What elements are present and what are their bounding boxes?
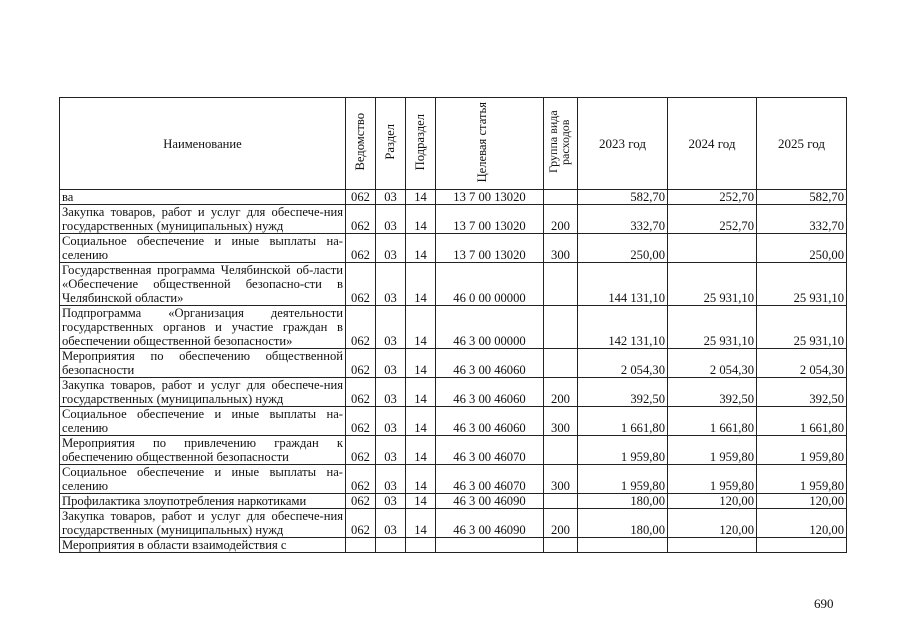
row-tselevaya: 46 3 00 46090 xyxy=(436,494,544,509)
row-gruppa xyxy=(544,494,578,509)
row-vedomstvo: 062 xyxy=(346,494,376,509)
table-header-row xyxy=(60,98,847,190)
row-podrazdel: 14 xyxy=(406,306,436,349)
row-gruppa xyxy=(544,263,578,306)
row-tselevaya: 13 7 00 13020 xyxy=(436,205,544,234)
header-podrazdel: Подраздел xyxy=(406,98,436,190)
row-2023: 250,00 xyxy=(578,234,668,263)
row-name: ва xyxy=(60,190,346,205)
header-2025: 2025 год xyxy=(757,98,847,190)
row-tselevaya: 46 3 00 46090 xyxy=(436,509,544,538)
row-gruppa: 300 xyxy=(544,465,578,494)
row-vedomstvo: 062 xyxy=(346,465,376,494)
row-2023: 2 054,30 xyxy=(578,349,668,378)
row-2023: 392,50 xyxy=(578,378,668,407)
row-tselevaya: 46 3 00 46060 xyxy=(436,378,544,407)
row-razdel: 03 xyxy=(376,263,406,306)
row-razdel: 03 xyxy=(376,378,406,407)
row-razdel: 03 xyxy=(376,349,406,378)
row-podrazdel: 14 xyxy=(406,465,436,494)
row-vedomstvo xyxy=(346,538,376,553)
row-name: Подпрограмма «Организация деятельности государственных органов и участие граждан в обеспечении общественной безопасности» xyxy=(60,306,346,349)
row-name: Социальное обеспечение и иные выплаты на-селению xyxy=(60,465,346,494)
header-gruppa: Группа вида расходов xyxy=(544,98,578,190)
row-vedomstvo: 062 xyxy=(346,205,376,234)
header-2024: 2024 год xyxy=(668,98,757,190)
row-razdel: 03 xyxy=(376,436,406,465)
row-2023: 1 959,80 xyxy=(578,465,668,494)
row-gruppa xyxy=(544,306,578,349)
table-row xyxy=(60,407,847,436)
row-2023: 180,00 xyxy=(578,509,668,538)
row-2025: 582,70 xyxy=(757,190,847,205)
row-razdel: 03 xyxy=(376,407,406,436)
row-tselevaya: 13 7 00 13020 xyxy=(436,190,544,205)
table-row xyxy=(60,509,847,538)
header-tselevaya: Целевая статья xyxy=(436,98,544,190)
row-vedomstvo: 062 xyxy=(346,263,376,306)
row-razdel: 03 xyxy=(376,190,406,205)
row-2023 xyxy=(578,538,668,553)
table-row xyxy=(60,306,847,349)
row-gruppa: 200 xyxy=(544,378,578,407)
row-podrazdel: 14 xyxy=(406,378,436,407)
row-gruppa: 200 xyxy=(544,509,578,538)
table-row xyxy=(60,378,847,407)
row-2023: 582,70 xyxy=(578,190,668,205)
row-2023: 332,70 xyxy=(578,205,668,234)
row-vedomstvo: 062 xyxy=(346,306,376,349)
page-number: 690 xyxy=(814,596,834,611)
row-podrazdel: 14 xyxy=(406,436,436,465)
table-row xyxy=(60,190,847,205)
row-podrazdel: 14 xyxy=(406,407,436,436)
table-row xyxy=(60,538,847,553)
row-podrazdel: 14 xyxy=(406,509,436,538)
row-name: Мероприятия в области взаимодействия с xyxy=(60,538,346,553)
row-tselevaya: 46 3 00 46070 xyxy=(436,465,544,494)
row-vedomstvo: 062 xyxy=(346,190,376,205)
row-2024: 1 661,80 xyxy=(668,407,757,436)
row-podrazdel: 14 xyxy=(406,190,436,205)
row-2025: 1 959,80 xyxy=(757,436,847,465)
row-name: Государственная программа Челябинской об-ласти «Обеспечение общественной безопасно-сти в Челябинской области» xyxy=(60,263,346,306)
row-2025: 332,70 xyxy=(757,205,847,234)
row-name: Мероприятия по привлечению граждан к обеспечению общественной безопасности xyxy=(60,436,346,465)
row-podrazdel: 14 xyxy=(406,349,436,378)
row-gruppa: 300 xyxy=(544,407,578,436)
row-2025: 392,50 xyxy=(757,378,847,407)
row-razdel: 03 xyxy=(376,494,406,509)
row-2023: 1 959,80 xyxy=(578,436,668,465)
row-gruppa xyxy=(544,349,578,378)
row-2025: 1 959,80 xyxy=(757,465,847,494)
row-gruppa xyxy=(544,190,578,205)
table-row xyxy=(60,263,847,306)
row-tselevaya xyxy=(436,538,544,553)
row-2025: 25 931,10 xyxy=(757,263,847,306)
row-name: Социальное обеспечение и иные выплаты на-селению xyxy=(60,407,346,436)
row-2024: 1 959,80 xyxy=(668,436,757,465)
row-podrazdel: 14 xyxy=(406,205,436,234)
row-tselevaya: 46 3 00 46060 xyxy=(436,407,544,436)
row-podrazdel: 14 xyxy=(406,234,436,263)
row-podrazdel xyxy=(406,538,436,553)
row-2024: 252,70 xyxy=(668,205,757,234)
row-gruppa xyxy=(544,436,578,465)
row-2024: 392,50 xyxy=(668,378,757,407)
row-name: Мероприятия по обеспечению общественной безопасности xyxy=(60,349,346,378)
row-razdel: 03 xyxy=(376,509,406,538)
row-vedomstvo: 062 xyxy=(346,436,376,465)
row-name: Профилактика злоупотребления наркотиками xyxy=(60,494,346,509)
row-podrazdel: 14 xyxy=(406,263,436,306)
row-razdel: 03 xyxy=(376,205,406,234)
row-gruppa xyxy=(544,538,578,553)
row-2024: 2 054,30 xyxy=(668,349,757,378)
row-2024: 25 931,10 xyxy=(668,306,757,349)
header-2023: 2023 год xyxy=(578,98,668,190)
row-name: Закупка товаров, работ и услуг для обеспече-ния государственных (муниципальных) нужд xyxy=(60,205,346,234)
row-name: Закупка товаров, работ и услуг для обеспече-ния государственных (муниципальных) нужд xyxy=(60,509,346,538)
row-vedomstvo: 062 xyxy=(346,234,376,263)
row-2023: 1 661,80 xyxy=(578,407,668,436)
row-2025: 120,00 xyxy=(757,494,847,509)
row-tselevaya: 13 7 00 13020 xyxy=(436,234,544,263)
row-2023: 142 131,10 xyxy=(578,306,668,349)
header-razdel: Раздел xyxy=(376,98,406,190)
row-gruppa: 200 xyxy=(544,205,578,234)
row-tselevaya: 46 3 00 46070 xyxy=(436,436,544,465)
header-vedomstvo: Ведомство xyxy=(346,98,376,190)
table-body xyxy=(60,190,847,553)
row-razdel: 03 xyxy=(376,465,406,494)
table-row xyxy=(60,205,847,234)
row-podrazdel: 14 xyxy=(406,494,436,509)
row-2024: 120,00 xyxy=(668,509,757,538)
row-2025: 25 931,10 xyxy=(757,306,847,349)
row-vedomstvo: 062 xyxy=(346,509,376,538)
row-2024: 25 931,10 xyxy=(668,263,757,306)
row-2024: 120,00 xyxy=(668,494,757,509)
row-2025: 250,00 xyxy=(757,234,847,263)
row-name: Закупка товаров, работ и услуг для обеспече-ния государственных (муниципальных) нужд xyxy=(60,378,346,407)
row-razdel: 03 xyxy=(376,234,406,263)
row-vedomstvo: 062 xyxy=(346,349,376,378)
row-vedomstvo: 062 xyxy=(346,407,376,436)
row-gruppa: 300 xyxy=(544,234,578,263)
row-tselevaya: 46 0 00 00000 xyxy=(436,263,544,306)
row-2025: 2 054,30 xyxy=(757,349,847,378)
row-2024: 1 959,80 xyxy=(668,465,757,494)
row-name: Социальное обеспечение и иные выплаты на-селению xyxy=(60,234,346,263)
row-2024 xyxy=(668,538,757,553)
row-razdel xyxy=(376,538,406,553)
row-2023: 144 131,10 xyxy=(578,263,668,306)
row-tselevaya: 46 3 00 46060 xyxy=(436,349,544,378)
table-row xyxy=(60,465,847,494)
row-tselevaya: 46 3 00 00000 xyxy=(436,306,544,349)
table-row xyxy=(60,234,847,263)
header-name: Наименование xyxy=(60,98,346,190)
table-row xyxy=(60,436,847,465)
table-row xyxy=(60,494,847,509)
budget-table xyxy=(59,97,847,553)
row-2024 xyxy=(668,234,757,263)
row-razdel: 03 xyxy=(376,306,406,349)
row-2025: 120,00 xyxy=(757,509,847,538)
row-2025: 1 661,80 xyxy=(757,407,847,436)
row-2024: 252,70 xyxy=(668,190,757,205)
table-row xyxy=(60,349,847,378)
row-2023: 180,00 xyxy=(578,494,668,509)
row-vedomstvo: 062 xyxy=(346,378,376,407)
row-2025 xyxy=(757,538,847,553)
